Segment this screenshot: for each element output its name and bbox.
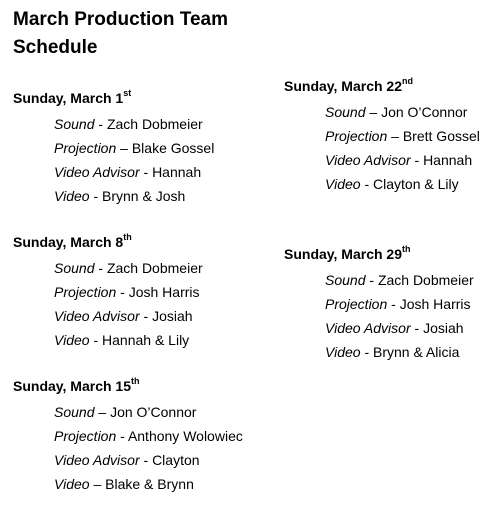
role-label: Video — [54, 188, 90, 204]
assignment-video-advisor — [54, 304, 253, 328]
role-label: Projection — [325, 296, 388, 312]
assignee-names: Anthony Wolowiec — [127, 428, 243, 444]
assignment-list — [54, 400, 253, 496]
assignment-projection — [54, 136, 253, 160]
schedule-sunday-march-22 — [284, 76, 499, 196]
assignment-video — [54, 184, 253, 208]
heading-day: Sunday, March 8 — [13, 234, 124, 250]
separator: - — [410, 320, 424, 336]
schedule-sunday-march-8 — [13, 232, 253, 352]
assignment-video-advisor — [54, 160, 253, 184]
separator: – — [89, 476, 106, 492]
separator: - — [116, 428, 128, 444]
assignee-names: Josiah — [152, 308, 193, 324]
assignee-names: Blake Gossel — [131, 140, 215, 156]
assignment-video — [54, 328, 253, 352]
assignee-names: Clayton & Lily — [373, 176, 459, 192]
separator: – — [365, 104, 382, 120]
schedule-sunday-march-15 — [13, 376, 253, 496]
section-heading — [284, 244, 499, 264]
heading-day: Sunday, March 29 — [284, 246, 403, 262]
title-line-2: Schedule — [13, 37, 98, 58]
separator: - — [89, 188, 103, 204]
role-label: Projection — [54, 428, 117, 444]
schedule-sunday-march-29 — [284, 244, 499, 364]
assignee-names: Blake & Brynn — [105, 476, 194, 492]
assignment-video — [54, 472, 253, 496]
role-label: Video Advisor — [325, 152, 411, 168]
role-label: Video — [325, 344, 361, 360]
assignment-video — [325, 172, 499, 196]
role-label: Sound — [54, 404, 95, 420]
heading-day: Sunday, March 1 — [13, 90, 124, 106]
assignment-list — [54, 256, 253, 352]
heading-day: Sunday, March 15 — [13, 378, 132, 394]
separator: - — [387, 296, 400, 312]
role-label: Video Advisor — [325, 320, 411, 336]
assignment-video-advisor — [325, 316, 499, 340]
assignment-sound — [54, 256, 253, 280]
heading-ordinal-suffix: th — [123, 232, 132, 243]
separator: – — [387, 128, 403, 144]
assignee-names: Jon O’Connor — [110, 404, 197, 420]
separator: – — [116, 140, 132, 156]
heading-ordinal-suffix: th — [402, 244, 411, 255]
assignee-names: Zach Dobmeier — [377, 272, 474, 288]
assignment-sound — [54, 112, 253, 136]
assignment-sound — [325, 268, 499, 292]
heading-ordinal-suffix: st — [123, 88, 132, 99]
role-label: Projection — [54, 140, 117, 156]
role-label: Video — [54, 476, 90, 492]
role-label: Sound — [325, 104, 366, 120]
assignee-names: Zach Dobmeier — [106, 260, 203, 276]
separator: - — [139, 452, 153, 468]
assignee-names: Hannah — [152, 164, 202, 180]
assignment-video-advisor — [54, 448, 253, 472]
assignee-names: Brynn & Alicia — [373, 344, 460, 360]
assignment-list — [54, 112, 253, 208]
section-heading — [13, 232, 253, 252]
title-line-1: March Production Team — [13, 9, 229, 30]
separator: - — [360, 176, 374, 192]
separator: - — [116, 284, 129, 300]
assignment-list — [325, 100, 499, 196]
separator: - — [365, 272, 378, 288]
assignment-projection — [325, 292, 499, 316]
assignee-names: Hannah — [423, 152, 473, 168]
assignment-projection — [325, 124, 499, 148]
role-label: Video Advisor — [54, 164, 140, 180]
role-label: Sound — [54, 116, 95, 132]
section-heading — [13, 88, 253, 108]
separator: - — [89, 332, 103, 348]
role-label: Video Advisor — [54, 452, 140, 468]
page-title — [13, 6, 228, 62]
assignment-sound — [325, 100, 499, 124]
role-label: Video Advisor — [54, 308, 140, 324]
role-label: Video — [325, 176, 361, 192]
assignment-list — [325, 268, 499, 364]
assignee-names: Zach Dobmeier — [106, 116, 203, 132]
separator: - — [94, 260, 107, 276]
assignee-names: Clayton — [152, 452, 200, 468]
assignment-sound — [54, 400, 253, 424]
section-heading — [284, 76, 499, 96]
assignee-names: Josh Harris — [399, 296, 471, 312]
separator: - — [139, 164, 153, 180]
assignee-names: Hannah & Lily — [102, 332, 190, 348]
heading-ordinal-suffix: nd — [402, 76, 414, 87]
role-label: Sound — [325, 272, 366, 288]
separator: - — [410, 152, 424, 168]
assignee-names: Josiah — [423, 320, 464, 336]
separator: – — [94, 404, 111, 420]
assignee-names: Josh Harris — [128, 284, 200, 300]
assignee-names: Brett Gossel — [402, 128, 480, 144]
role-label: Projection — [54, 284, 117, 300]
assignment-projection — [54, 424, 253, 448]
assignment-video — [325, 340, 499, 364]
heading-day: Sunday, March 22 — [284, 78, 403, 94]
assignee-names: Brynn & Josh — [102, 188, 186, 204]
separator: - — [94, 116, 107, 132]
role-label: Sound — [54, 260, 95, 276]
assignment-video-advisor — [325, 148, 499, 172]
assignee-names: Jon O’Connor — [381, 104, 468, 120]
role-label: Video — [54, 332, 90, 348]
separator: - — [139, 308, 153, 324]
heading-ordinal-suffix: th — [131, 376, 140, 387]
schedule-sunday-march-1 — [13, 88, 253, 208]
section-heading — [13, 376, 253, 396]
assignment-projection — [54, 280, 253, 304]
role-label: Projection — [325, 128, 388, 144]
separator: - — [360, 344, 374, 360]
